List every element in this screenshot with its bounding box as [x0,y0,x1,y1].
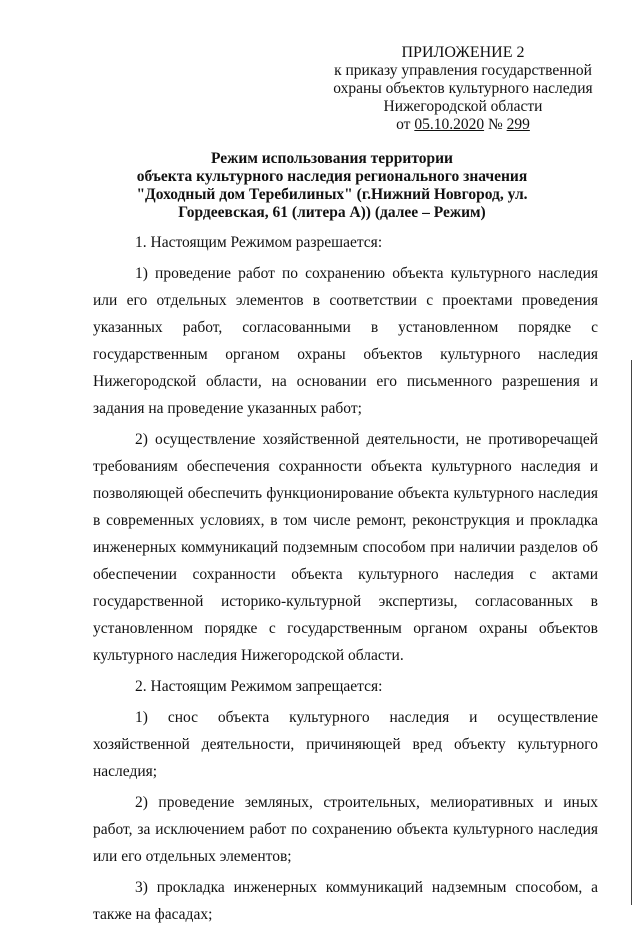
appendix-heading: ПРИЛОЖЕНИЕ 2 [401,44,525,61]
appendix-date-line [328,116,598,134]
order-date: 05.10.2020 [414,116,485,133]
title-line: "Доходный дом Теребилиных" (г.Нижний Новгород, ул. [136,186,528,203]
section-heading: 1. Настоящим Режимом разрешается: [135,234,383,251]
title-line: объекта культурного наследия регионального значения [136,168,528,185]
title-line: Гордеевская, 61 (литера А)) (далее – Режим) [178,204,486,221]
appendix-line: охраны объектов культурного наследия [333,80,593,97]
scan-edge-line [631,360,632,905]
document-body [93,225,598,928]
title-line: Режим использования территории [211,150,453,167]
appendix-block [328,44,598,134]
document-title [92,150,572,222]
paragraph: 1) проведение работ по сохранению объекта культурного наследия или его отдельных элементов в соответствии с проектами проведения указанных работ, согласованными в установленном порядке с государственным органом охраны объектов культурного наследия Нижегородской области, на основании его письменного разрешения и задания на проведение указанных работ; [93,265,598,417]
number-prefix: № [487,116,503,133]
paragraph: 2) осуществление хозяйственной деятельности, не противоречащей требованиям обеспечения сохранности объекта культурного наследия и позволяющей обеспечить функционирование объекта культурного наследия в современных условиях, в том числе ремонт, реконструкция и прокладка инженерных коммуникаций подземным способом при наличии разделов об обеспечении сохранности объекта культурного наследия с актами государственной историко-культурной экспертизы, согласованных в установленном порядке с государственным органом охраны объектов культурного наследия Нижегородской области. [93,431,598,664]
section-heading: 2. Настоящим Режимом запрещается: [135,678,383,695]
paragraph: 3) прокладка инженерных коммуникаций надземным способом, а также на фасадах; [93,879,598,923]
order-number: 299 [506,116,530,133]
appendix-line: к приказу управления государственной [334,62,592,79]
paragraph: 2) проведение земляных, строительных, мелиоративных и иных работ, за исключением работ по сохранению объекта культурного наследия или его отдельных элементов; [93,794,598,865]
date-prefix: от [396,116,411,133]
paragraph: 1) снос объекта культурного наследия и осуществление хозяйственной деятельности, причиняющей вред объекту культурного наследия; [93,709,598,780]
appendix-line: Нижегородской области [383,98,543,115]
